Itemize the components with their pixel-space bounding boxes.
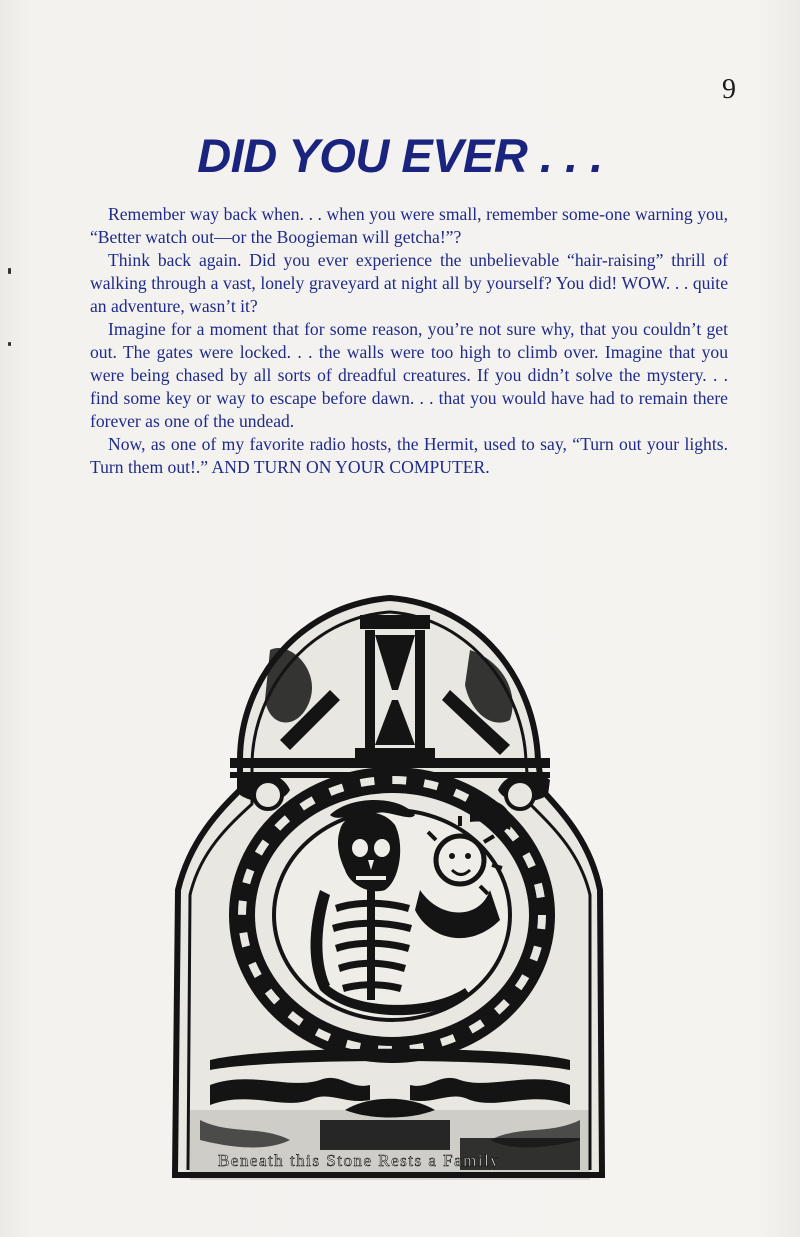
- intro-text: [90, 203, 728, 479]
- margin-mark: [8, 268, 11, 274]
- margin-mark: [8, 342, 11, 346]
- illustration-caption: Beneath this Stone Rests a Family: [218, 1151, 501, 1170]
- page-heading: DID YOU EVER . . .: [197, 129, 603, 182]
- gravestone-illustration: [170, 590, 610, 1180]
- paragraph-2: Think back again. Did you ever experience the unbelievable “hair-raising” thrill of walking through a vast, lonely graveyard at night all by yourself? You did! WOW. . . quite an adventure, wasn’t it?: [90, 250, 728, 316]
- paragraph-3: Imagine for a moment that for some reason, you’re not sure why, that you couldn’t get out. The gates were locked. . . the walls were too high to climb over. Imagine that you were being chased by all sorts of dreadful creatures. If you didn’t solve the mystery. . . find some key or way to escape before dawn. . . that you would have had to remain there forever as one of the undead.: [90, 319, 728, 431]
- page-number: 9: [722, 74, 736, 105]
- paragraph-4: Now, as one of my favorite radio hosts, the Hermit, used to say, “Turn out your lights. Turn them out!.” AND TURN ON YOUR COMPUTER.: [90, 434, 728, 477]
- paragraph-1: Remember way back when. . . when you were small, remember some-one warning you, “Better watch out—or the Boogieman will getcha!”?: [90, 204, 728, 247]
